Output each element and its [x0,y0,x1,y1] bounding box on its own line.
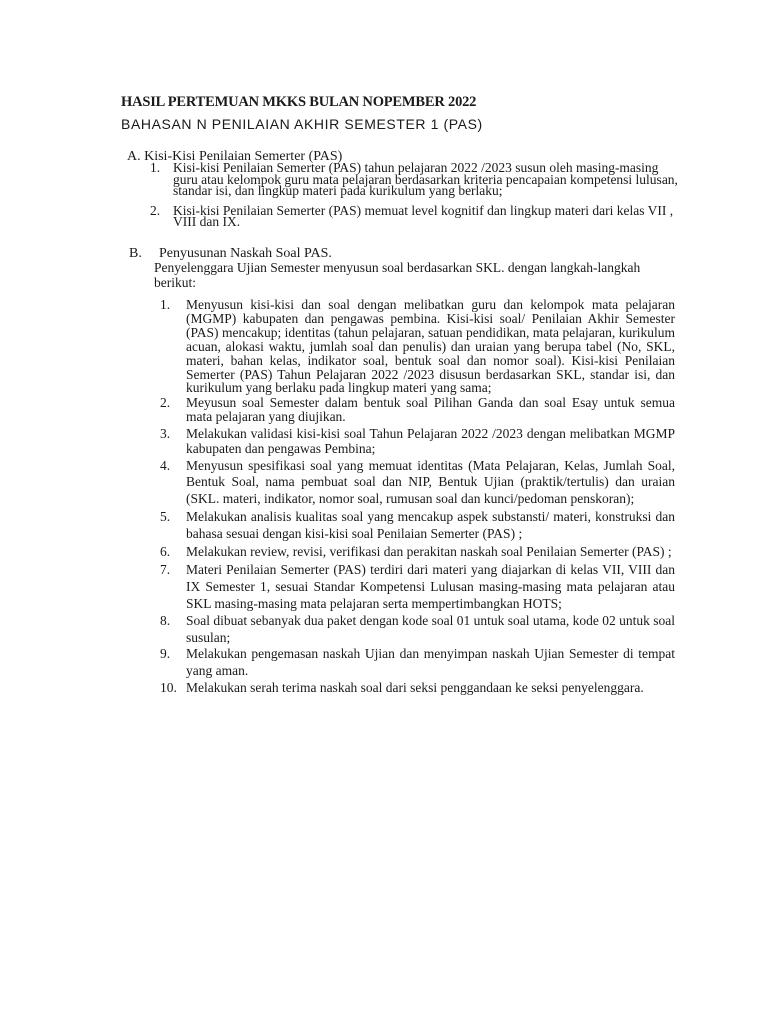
list-item-number: 6. [160,543,171,559]
list-item-text: Materi Penilaian Semerter (PAS) terdiri dari materi yang diajarkan di kelas VII, VIII dan IX Semester 1, sesuai Standar Kompetensi Lulusan masing-masing mata pelajaran atau SKL masing-masing mata pelajaran serta mempertimbangkan HOTS; [186,561,675,611]
list-item-number: 3. [160,426,171,442]
section-b-label: B. [129,246,142,261]
list-item-text: Melakukan serah terima naskah soal dari seksi penggandaan ke seksi penyelenggara. [186,680,644,696]
section-b-list [160,298,675,697]
list-item [160,396,675,424]
list-item-text: Melakukan validasi kisi-kisi soal Tahun Pelajaran 2022 /2023 dengan melibatkan MGMP kabupaten dan pengawas Pembina; [186,426,675,457]
list-item [160,458,675,509]
list-item-number: 10. [160,680,177,696]
list-item-text: Melakukan pengemasan naskah Ujian dan menyimpan naskah Ujian Semester di tempat yang aman. [186,646,675,679]
list-item [160,298,675,395]
section-a-list [150,162,680,228]
list-item-text: Melakukan review, revisi, verifikasi dan perakitan naskah soal Penilaian Semerter (PAS) ; [186,543,672,559]
list-item [160,543,675,560]
list-item-text: Soal dibuat sebanyak dua paket dengan kode soal 01 untuk soal utama, kode 02 untuk soal susulan; [186,612,675,645]
document-title: HASIL PERTEMUAN MKKS BULAN NOPEMBER 2022 [121,94,477,110]
list-item-number: 2. [160,395,171,411]
list-item [160,562,675,613]
list-item-text: Melakukan analisis kualitas soal yang mencakup aspek substansti/ materi, konstruksi dan bahasa sesuai dengan kisi-kisi soal Penilaian Semerter (PAS) ; [186,509,675,542]
list-item-text: Menyusun kisi-kisi dan soal dengan melibatkan guru dan kelompok mata pelajaran (MGMP) kabupaten dan pengawas pembina. Kisi-kisi soal/ Penilaian Akhir Semester (PAS) mencakup; identitas (tahun pelajaran, satuan pendidikan, mata pelajaran, kurikulum acuan, alokasi waktu, jumlah soal dan penulis) dan uraian yang berupa tabel (No, SKL, materi, bahan kelas, indikator soal, bentuk soal dan nomor soal). Kisi-kisi Penilaian Semerter (PAS) Tahun Pelajaran 2022 /2023 disusun berdasarkan SKL, standar isi, dan kurikulum yang berlaku pada lingkup materi yang sama; [186,297,675,396]
list-item-number: 9. [160,646,171,662]
list-item-number: 2. [150,202,161,218]
list-item [150,162,680,197]
list-item [160,508,675,542]
list-item-number: 1. [160,297,171,312]
list-item-text: Kisi-kisi Penilaian Semerter (PAS) tahun pelajaran 2022 /2023 susun oleh masing-masing guru atau kelompok guru mata pelajaran berdasarkan kriteria pencapaian kompetensi lulusan, standar isi, dan lingkup materi pada kurikulum yang berlaku; [173,160,678,198]
list-item [160,613,675,647]
list-item-number: 7. [160,561,171,577]
list-item-number: 8. [160,612,171,628]
list-item [150,202,680,229]
section-b-intro: Penyelenggara Ujian Semester menyusun soal berdasarkan SKL. dengan langkah-langkah berikut: [154,260,641,290]
list-item-text: Kisi-kisi Penilaian Semerter (PAS) memuat level kognitif dan lingkup materi dari kelas VII , VIII dan IX. [173,202,674,229]
list-item-text: Meyusun soal Semester dalam bentuk soal Pilihan Ganda dan soal Esay untuk semua mata pelajaran yang diujikan. [186,395,675,425]
list-item-number: 5. [160,509,171,525]
list-item [160,680,675,697]
document-subtitle: BAHASAN N PENILAIAN AKHIR SEMESTER 1 (PAS) [121,116,483,132]
section-b-title: Penyusunan Naskah Soal PAS. [159,246,332,261]
list-item [160,426,675,456]
section-a-heading: A. Kisi-Kisi Penilaian Semerter (PAS) [127,149,343,164]
list-item-number: 1. [150,160,161,175]
list-item-text: Menyusun spesifikasi soal yang memuat identitas (Mata Pelajaran, Kelas, Jumlah Soal, Bentuk Soal, nama pembuat soal dan NIP, Bentuk Ujian (praktik/tertulis) dan uraian (SKL. materi, indikator, nomor soal, rumusan soal dan kunci/pedoman penskoran); [186,457,675,507]
list-item-number: 4. [160,457,171,473]
list-item [160,646,675,680]
